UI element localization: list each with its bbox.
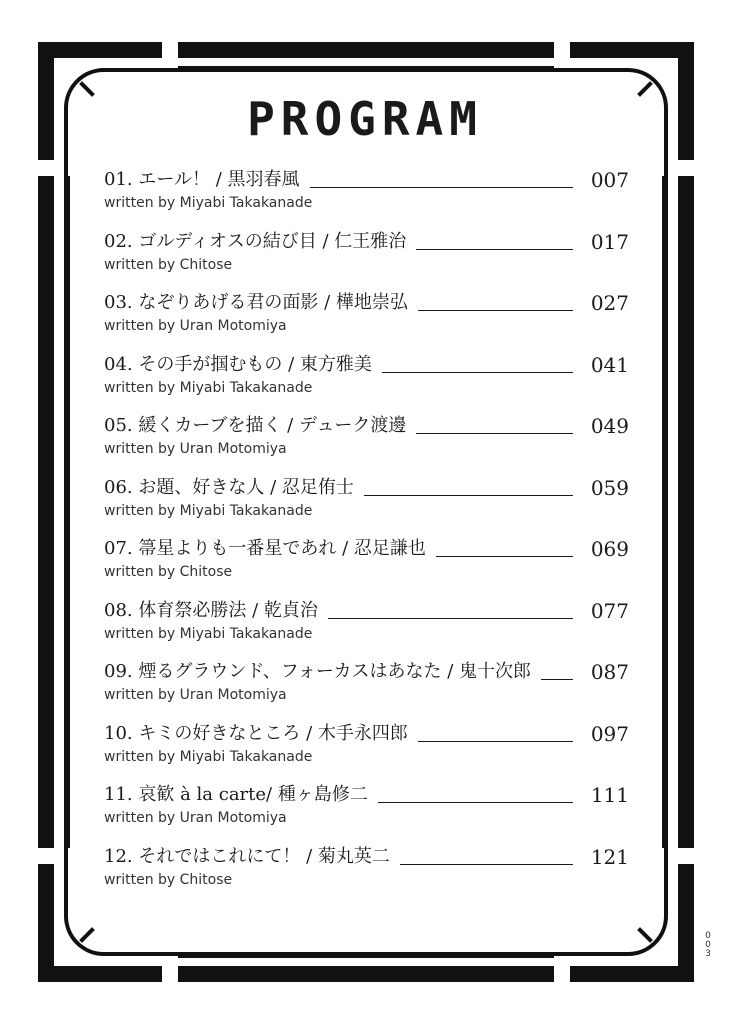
leader-line — [310, 187, 574, 188]
entry-credit: written by Uran Motomiya — [104, 810, 287, 826]
page-number: 049 — [590, 414, 629, 438]
program-entry[interactable] — [104, 226, 629, 288]
leader-line — [418, 741, 573, 742]
program-list — [104, 164, 629, 902]
entry-title: 10. キミの好きなところ / 木手永四郎 — [104, 722, 408, 744]
entry-title: 08. 体育祭必勝法 / 乾貞治 — [104, 599, 318, 621]
program-entry[interactable] — [104, 595, 629, 657]
program-entry[interactable] — [104, 718, 629, 780]
program-entry[interactable] — [104, 164, 629, 226]
entry-title: 02. ゴルディオスの結び目 / 仁王雅治 — [104, 230, 407, 252]
entry-credit: written by Miyabi Takakanade — [104, 748, 313, 765]
entry-credit: written by Uran Motomiya — [104, 441, 287, 457]
entry-credit: written by Chitose — [104, 564, 233, 580]
folio-page-number: 003 — [705, 931, 711, 959]
page-number: 111 — [590, 783, 629, 807]
page-number: 017 — [590, 229, 629, 254]
page-number: 097 — [590, 721, 629, 746]
leader-line — [416, 249, 573, 250]
entry-title: 11. 哀歓 à la carte/ 種ヶ島修二 — [104, 784, 368, 805]
page-number: 027 — [590, 291, 629, 315]
entry-credit: written by Chitose — [104, 256, 233, 273]
leader-line — [436, 556, 573, 557]
program-entry[interactable] — [104, 287, 629, 349]
entry-credit: written by Miyabi Takakanade — [104, 502, 313, 519]
leader-line — [378, 802, 573, 803]
leader-line — [382, 372, 573, 373]
leader-line — [364, 495, 573, 496]
entry-title: 12. それではこれにて！ / 菊丸英二 — [104, 845, 390, 867]
leader-line — [400, 864, 573, 865]
page-number: 121 — [590, 844, 629, 869]
leader-line — [328, 618, 573, 619]
program-entry[interactable] — [104, 410, 629, 472]
page-number: 007 — [590, 168, 629, 192]
entry-title: 05. 緩くカーブを描く / デューク渡邊 — [104, 415, 407, 436]
entry-title: 04. その手が掴むもの / 東方雅美 — [104, 353, 372, 375]
page-number: 059 — [590, 475, 629, 500]
program-entry[interactable] — [104, 841, 629, 903]
entry-credit: written by Miyabi Takakanade — [104, 625, 313, 642]
program-entry[interactable] — [104, 779, 629, 841]
page-title: PROGRAM — [247, 92, 483, 146]
entry-credit: written by Uran Motomiya — [104, 318, 287, 334]
entry-title: 01. エール！ / 黒羽春風 — [104, 169, 300, 190]
entry-title: 06. お題、好きな人 / 忍足侑士 — [104, 476, 354, 498]
entry-credit: written by Uran Motomiya — [104, 687, 287, 703]
entry-title: 07. 箒星よりも一番星であれ / 忍足謙也 — [104, 538, 426, 559]
leader-line — [416, 433, 573, 434]
entry-title: 09. 煙るグラウンド、フォーカスはあなた / 鬼十次郎 — [104, 661, 531, 682]
page-number: 041 — [590, 352, 629, 377]
entry-credit: written by Miyabi Takakanade — [104, 379, 313, 396]
page-number: 087 — [590, 660, 629, 684]
program-entry[interactable] — [104, 472, 629, 534]
page-number: 077 — [590, 598, 629, 623]
leader-line — [418, 310, 573, 311]
program-entry[interactable] — [104, 349, 629, 411]
entry-title: 03. なぞりあげる君の面影 / 樺地崇弘 — [104, 292, 408, 313]
entry-credit: written by Chitose — [104, 871, 233, 888]
program-entry[interactable] — [104, 533, 629, 595]
program-entry[interactable] — [104, 656, 629, 718]
page-number: 069 — [590, 537, 629, 561]
leader-line — [541, 679, 573, 680]
entry-credit: written by Miyabi Takakanade — [104, 195, 313, 211]
